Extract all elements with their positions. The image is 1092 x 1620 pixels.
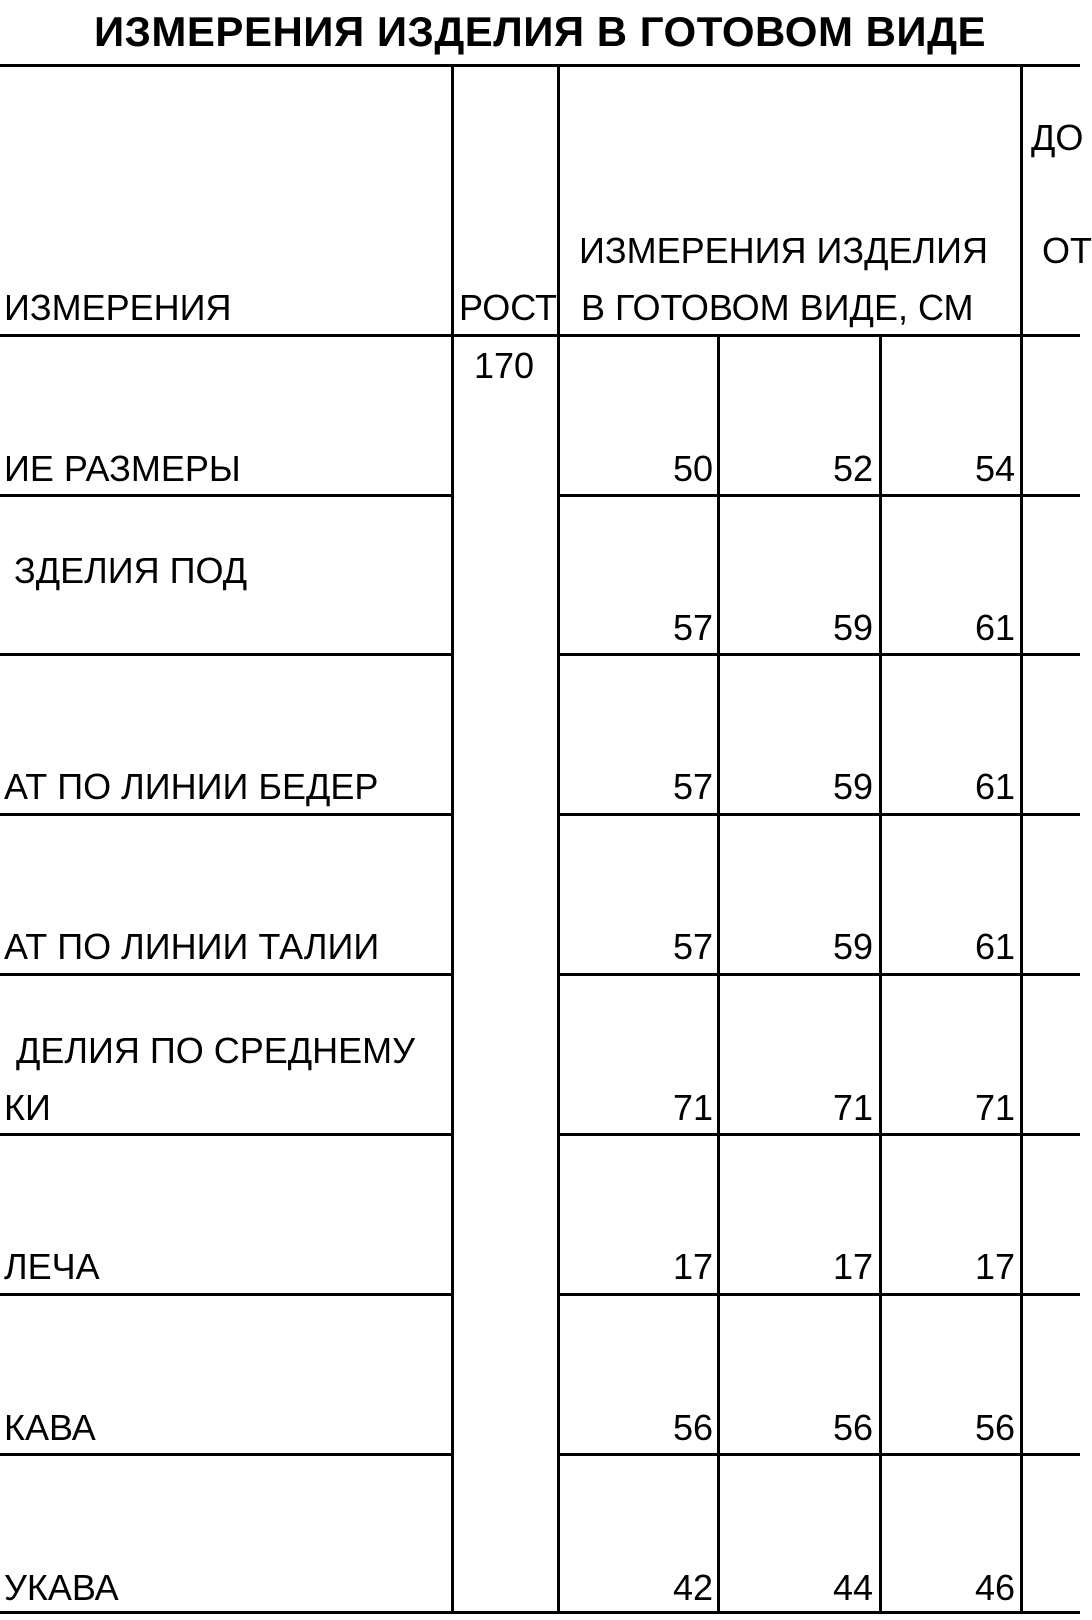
row-divider	[558, 1453, 1080, 1456]
table-bottom-border	[0, 1611, 1080, 1614]
size-value: 71	[832, 1087, 873, 1128]
size-value: 54	[974, 448, 1015, 489]
header-tolerance-line2: ОТ	[1042, 230, 1092, 271]
header-measurement: ИЗМЕРЕНИЯ	[4, 287, 232, 328]
table-top-border	[0, 64, 1080, 67]
header-height: РОСТ	[459, 287, 558, 328]
size-value: 56	[974, 1407, 1015, 1448]
size-value: 59	[832, 607, 873, 648]
size-value: 59	[832, 766, 873, 807]
row-divider	[558, 813, 1080, 816]
size-value: 42	[672, 1567, 713, 1608]
row-divider	[0, 1293, 452, 1296]
row-label: ЛЕЧА	[4, 1246, 100, 1287]
size-value: 56	[672, 1407, 713, 1448]
row-divider	[0, 813, 452, 816]
size-value: 17	[832, 1246, 873, 1287]
column-divider	[1020, 64, 1023, 1614]
size-value: 71	[672, 1087, 713, 1128]
row-divider	[0, 494, 452, 497]
row-divider	[558, 973, 1080, 976]
size-value: 46	[974, 1567, 1015, 1608]
size-value: 57	[672, 766, 713, 807]
column-divider	[451, 64, 454, 1614]
row-divider	[0, 1133, 452, 1136]
header-tolerance-line1: ДО	[1031, 117, 1084, 158]
size-value: 61	[974, 607, 1015, 648]
size-value: 17	[974, 1246, 1015, 1287]
height-value: 170	[474, 345, 535, 386]
row-label: АТ ПО ЛИНИИ БЕДЕР	[4, 766, 379, 807]
row-divider	[558, 1133, 1080, 1136]
header-finished-line2: В ГОТОВОМ ВИДЕ, СМ	[581, 287, 974, 328]
row-divider	[558, 494, 1080, 497]
row-divider	[0, 973, 452, 976]
column-divider	[557, 64, 560, 1614]
header-finished-line1: ИЗМЕРЕНИЯ ИЗДЕЛИЯ	[579, 230, 989, 271]
size-value: 57	[672, 607, 713, 648]
size-value: 56	[832, 1407, 873, 1448]
row-divider	[0, 1453, 452, 1456]
row-divider	[0, 653, 452, 656]
size-value: 44	[832, 1567, 873, 1608]
size-value: 61	[974, 926, 1015, 967]
size-value: 71	[974, 1087, 1015, 1128]
row-label: КАВА	[4, 1407, 96, 1448]
row-label: ИЕ РАЗМЕРЫ	[4, 448, 241, 489]
row-label: УКАВА	[4, 1567, 119, 1608]
row-label: ЗДЕЛИЯ ПОД	[14, 550, 248, 591]
page-title: ИЗМЕРЕНИЯ ИЗДЕЛИЯ В ГОТОВОМ ВИДЕ	[93, 8, 987, 55]
size-value: 52	[832, 448, 873, 489]
row-divider	[558, 1293, 1080, 1296]
row-divider	[558, 653, 1080, 656]
size-value: 59	[832, 926, 873, 967]
size-value: 57	[672, 926, 713, 967]
row-label: КИ	[4, 1087, 51, 1128]
row-label: ДЕЛИЯ ПО СРЕДНЕМУ	[16, 1030, 416, 1071]
size-value: 50	[672, 448, 713, 489]
row-label: АТ ПО ЛИНИИ ТАЛИИ	[4, 926, 380, 967]
size-value: 61	[974, 766, 1015, 807]
size-value: 17	[672, 1246, 713, 1287]
header-bottom-border	[0, 334, 1080, 337]
